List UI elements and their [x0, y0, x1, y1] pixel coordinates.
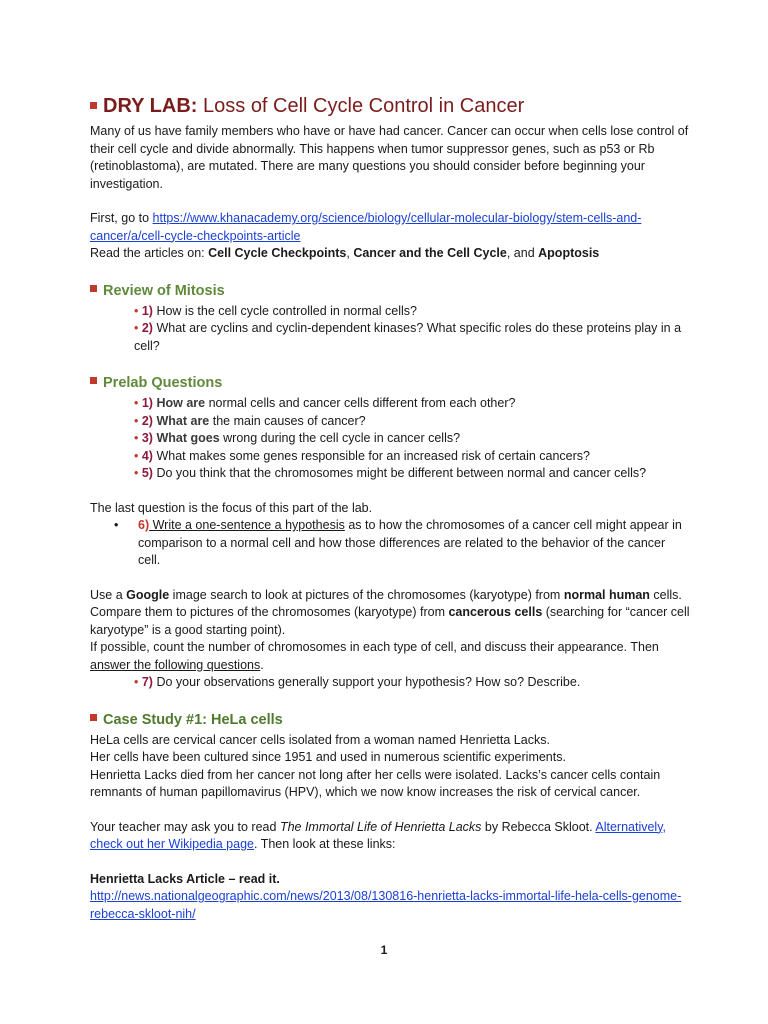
bullet-icon: • — [134, 413, 142, 428]
prelab-question-3: • 3) What goes wrong during the cell cycle in cancer cells? — [134, 431, 461, 445]
red-square-icon — [90, 714, 97, 721]
article-apoptosis: Apoptosis — [538, 246, 600, 260]
title-rest: Loss of Cell Cycle Control in Cancer — [197, 95, 525, 117]
google-search-paragraph: Use a Google image search to look at pictures of the chromosomes (karyotype) from normal human cells. Compare them to pictures of the chromosomes (karyotype) from cancerous cells (searching for “cancer cell karyotype” is a good starting point). — [90, 587, 690, 637]
count-chromosomes-paragraph: If possible, count the number of chromosomes in each type of cell, and discuss their appearance. Then answer the following questions. — [90, 640, 659, 672]
case-line-1: HeLa cells are cervical cancer cells isolated from a woman named Henrietta Lacks. — [90, 732, 550, 747]
article-cancer-and-cell-cycle: Cancer and the Cell Cycle — [353, 246, 507, 260]
title-bold: DRY LAB: — [103, 95, 198, 117]
last-question-note: The last question is the focus of this part of the lab. — [90, 500, 373, 515]
bullet-icon: • — [134, 303, 142, 318]
page-title — [90, 93, 690, 119]
case-study-heading: Case Study #1: HeLa cells — [90, 710, 690, 730]
question-7: • 7) Do your observations generally support your hypothesis? How so? Describe. — [134, 675, 581, 689]
red-square-icon — [90, 285, 97, 292]
red-square-icon — [90, 102, 97, 109]
prelab-question-4: • 4) What makes some genes responsible for an increased risk of certain cancers? — [134, 448, 590, 463]
red-square-icon — [90, 377, 97, 384]
article-cell-cycle-checkpoints: Cell Cycle Checkpoints — [208, 246, 347, 260]
prelab-question-1: • 1) How are normal cells and cancer cells different from each other? — [134, 396, 516, 410]
article-label: Henrietta Lacks Article – read it. — [90, 871, 280, 886]
wikipedia-link[interactable]: Alternatively, check out her Wikipedia page — [90, 819, 667, 851]
intro-paragraph: Many of us have family members who have or have had cancer. Cancer can occur when cells lose control of their cell cycle and divide abnormally. This happens when tumor suppressor genes, such as p53 or Rb (retinoblastoma), are mutated. There are many questions you should consider before beginning your investigation. — [90, 124, 689, 191]
prelab-heading: Prelab Questions — [90, 373, 690, 393]
case-line-2: Her cells have been cultured since 1951 and used in numerous scientific experiments. — [90, 750, 566, 764]
bullet-icon: • — [134, 431, 142, 445]
bullet-icon: • — [134, 466, 142, 480]
document-content — [90, 93, 690, 923]
bullet-icon: • — [134, 396, 142, 410]
case-line-3: Henrietta Lacks died from her cancer not long after her cells were isolated. Lacks’s cancer cells contain remnants of human papillomavirus (HPV), which we now know increases the risk of cervical cancer. — [90, 767, 661, 799]
bullet-icon: • — [134, 448, 142, 463]
hypothesis-instruction: Write a one-sentence a hypothesis — [149, 518, 345, 532]
national-geographic-link[interactable]: http://news.nationalgeographic.com/news/2013/08/130816-henrietta-lacks-immortal-life-hela-cells-genome-rebecca-skloot-nih/ — [90, 889, 682, 921]
page-number: 1 — [380, 943, 388, 957]
teacher-paragraph: Your teacher may ask you to read The Immortal Life of Henrietta Lacks by Rebecca Skloot. Alternatively, check out her Wikipedia page. Then look at these links: — [90, 819, 667, 851]
first-step: First, go to https://www.khanacademy.org/science/biology/cellular-molecular-biology/stem-cells-and-cancer/a/cell-cycle-checkpoints-article — [90, 211, 642, 243]
bullet-icon: • — [134, 321, 142, 335]
read-articles: Read the articles on: Cell Cycle Checkpoints, Cancer and the Cell Cycle, and Apoptosis — [90, 246, 600, 260]
article-link-line — [90, 888, 690, 923]
question-6: • 6) Write a one-sentence a hypothesis as to how the chromosomes of a cancer cell might appear in comparison to a normal cell and how those differences are related to the behavior of the cancer cell. — [114, 518, 682, 567]
prelab-question-5: • 5) Do you think that the chromosomes might be different between normal and cancer cells? — [134, 466, 647, 480]
review-heading: Review of Mitosis — [90, 281, 690, 301]
book-title: The Immortal Life of Henrietta Lacks — [279, 819, 482, 834]
bullet-icon: • — [114, 518, 119, 532]
review-question-2: • 2) What are cyclins and cyclin-dependent kinases? What specific roles do these proteins play in a cell? — [134, 321, 682, 353]
prelab-question-2: • 2) What are the main causes of cancer? — [134, 413, 366, 428]
bullet-icon: • — [134, 675, 142, 689]
review-question-1: • 1) How is the cell cycle controlled in normal cells? — [134, 303, 417, 318]
khan-academy-link[interactable]: https://www.khanacademy.org/science/biology/cellular-molecular-biology/stem-cells-and-cancer/a/cell-cycle-checkpoints-article — [90, 211, 642, 243]
